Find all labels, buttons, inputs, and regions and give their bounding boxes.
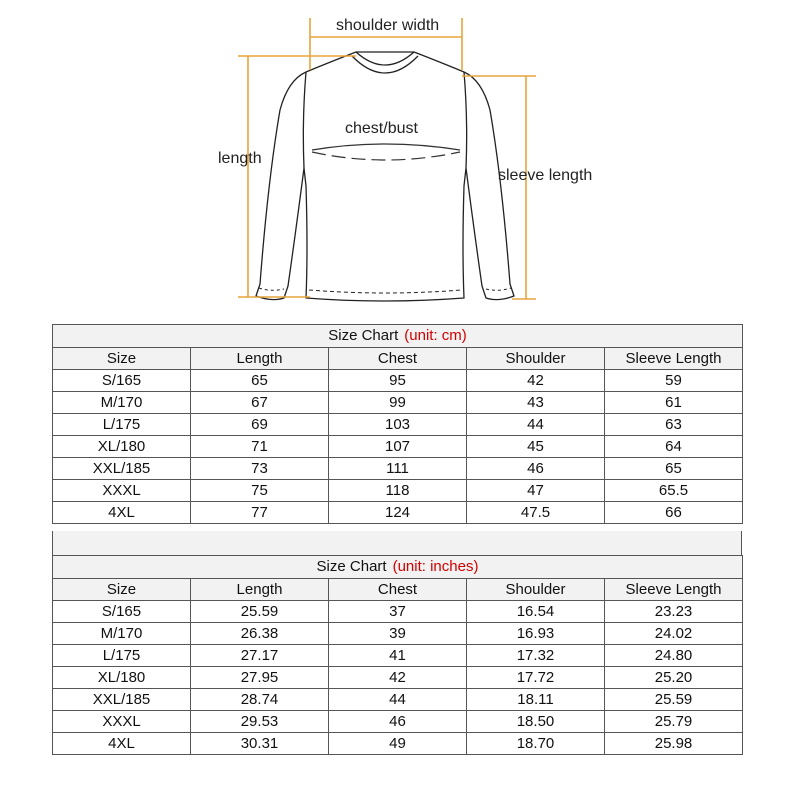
shoulder-width-label: shoulder width — [336, 17, 440, 34]
cell-chest: 46 — [329, 711, 467, 733]
cell-shoulder: 44 — [467, 414, 605, 436]
cell-size: XXXL — [53, 711, 191, 733]
cell-length: 28.74 — [191, 689, 329, 711]
table-row — [53, 645, 743, 667]
header-shoulder: Shoulder — [467, 579, 605, 601]
table-body — [53, 370, 743, 524]
cell-sleeve: 24.02 — [605, 623, 743, 645]
cell-length: 73 — [191, 458, 329, 480]
cell-sleeve: 25.98 — [605, 733, 743, 755]
cell-sleeve: 23.23 — [605, 601, 743, 623]
cell-sleeve: 66 — [605, 502, 743, 524]
cell-chest: 95 — [329, 370, 467, 392]
length-label: length — [218, 150, 262, 167]
table-title-row — [53, 556, 743, 579]
header-chest: Chest — [329, 579, 467, 601]
cell-size: S/165 — [53, 601, 191, 623]
header-size: Size — [53, 348, 191, 370]
cell-length: 29.53 — [191, 711, 329, 733]
size-chart-cm-table — [52, 324, 743, 524]
cell-chest: 49 — [329, 733, 467, 755]
cell-chest: 37 — [329, 601, 467, 623]
table-title-row — [53, 325, 743, 348]
header-sleeve-length: Sleeve Length — [605, 579, 743, 601]
cell-length: 27.95 — [191, 667, 329, 689]
header-chest: Chest — [329, 348, 467, 370]
cell-size: L/175 — [53, 645, 191, 667]
header-size: Size — [53, 579, 191, 601]
cell-shoulder: 16.93 — [467, 623, 605, 645]
cell-chest: 103 — [329, 414, 467, 436]
cell-shoulder: 47 — [467, 480, 605, 502]
table-row — [53, 601, 743, 623]
cell-size: XXXL — [53, 480, 191, 502]
cell-size: XXL/185 — [53, 689, 191, 711]
cell-size: L/175 — [53, 414, 191, 436]
header-shoulder: Shoulder — [467, 348, 605, 370]
cell-sleeve: 25.20 — [605, 667, 743, 689]
cell-chest: 44 — [329, 689, 467, 711]
cell-sleeve: 59 — [605, 370, 743, 392]
cell-shoulder: 42 — [467, 370, 605, 392]
table-header-row — [53, 579, 743, 601]
cell-length: 77 — [191, 502, 329, 524]
cell-size: M/170 — [53, 623, 191, 645]
cell-length: 69 — [191, 414, 329, 436]
cell-sleeve: 64 — [605, 436, 743, 458]
cell-length: 25.59 — [191, 601, 329, 623]
shirt-outline — [256, 52, 514, 301]
cell-shoulder: 18.70 — [467, 733, 605, 755]
cell-size: S/165 — [53, 370, 191, 392]
cell-size: XL/180 — [53, 667, 191, 689]
cell-size: M/170 — [53, 392, 191, 414]
cell-size: 4XL — [53, 502, 191, 524]
cell-shoulder: 16.54 — [467, 601, 605, 623]
cell-length: 67 — [191, 392, 329, 414]
table-title-text: Size Chart — [316, 558, 387, 575]
table-row — [53, 711, 743, 733]
shirt-measurement-diagram — [0, 0, 800, 320]
cell-chest: 42 — [329, 667, 467, 689]
cell-chest: 118 — [329, 480, 467, 502]
table-unit-text: (unit: inches) — [392, 558, 479, 575]
cell-chest: 107 — [329, 436, 467, 458]
table-body — [53, 601, 743, 755]
header-length: Length — [191, 579, 329, 601]
table-row — [53, 623, 743, 645]
cell-shoulder: 18.50 — [467, 711, 605, 733]
cell-shoulder: 43 — [467, 392, 605, 414]
cell-sleeve: 25.79 — [605, 711, 743, 733]
table-row — [53, 370, 743, 392]
size-chart-inches-table — [52, 555, 743, 755]
table-row — [53, 689, 743, 711]
table-separator — [52, 531, 742, 555]
table-row — [53, 436, 743, 458]
table-header-row — [53, 348, 743, 370]
table-row — [53, 667, 743, 689]
cell-length: 71 — [191, 436, 329, 458]
table-row — [53, 458, 743, 480]
chest-bust-label: chest/bust — [345, 120, 418, 137]
cell-shoulder: 17.72 — [467, 667, 605, 689]
cell-sleeve: 63 — [605, 414, 743, 436]
cell-size: 4XL — [53, 733, 191, 755]
cell-shoulder: 46 — [467, 458, 605, 480]
cell-shoulder: 17.32 — [467, 645, 605, 667]
table-row — [53, 414, 743, 436]
table-row — [53, 733, 743, 755]
cell-length: 27.17 — [191, 645, 329, 667]
cell-size: XXL/185 — [53, 458, 191, 480]
table-title-text: Size Chart — [328, 327, 399, 344]
header-sleeve-length: Sleeve Length — [605, 348, 743, 370]
cell-sleeve: 61 — [605, 392, 743, 414]
cell-sleeve: 24.80 — [605, 645, 743, 667]
cell-sleeve: 65 — [605, 458, 743, 480]
cell-length: 30.31 — [191, 733, 329, 755]
cell-length: 75 — [191, 480, 329, 502]
cell-size: XL/180 — [53, 436, 191, 458]
table-row — [53, 480, 743, 502]
table-title — [53, 556, 743, 579]
cell-length: 65 — [191, 370, 329, 392]
cell-chest: 124 — [329, 502, 467, 524]
cell-shoulder: 47.5 — [467, 502, 605, 524]
cell-sleeve: 25.59 — [605, 689, 743, 711]
sleeve-length-label: sleeve length — [498, 167, 593, 184]
table-title — [53, 325, 743, 348]
cell-chest: 39 — [329, 623, 467, 645]
cell-length: 26.38 — [191, 623, 329, 645]
header-length: Length — [191, 348, 329, 370]
table-row — [53, 392, 743, 414]
cell-chest: 111 — [329, 458, 467, 480]
table-row — [53, 502, 743, 524]
cell-shoulder: 45 — [467, 436, 605, 458]
table-unit-text: (unit: cm) — [404, 327, 467, 344]
cell-chest: 41 — [329, 645, 467, 667]
cell-shoulder: 18.11 — [467, 689, 605, 711]
cell-sleeve: 65.5 — [605, 480, 743, 502]
cell-chest: 99 — [329, 392, 467, 414]
